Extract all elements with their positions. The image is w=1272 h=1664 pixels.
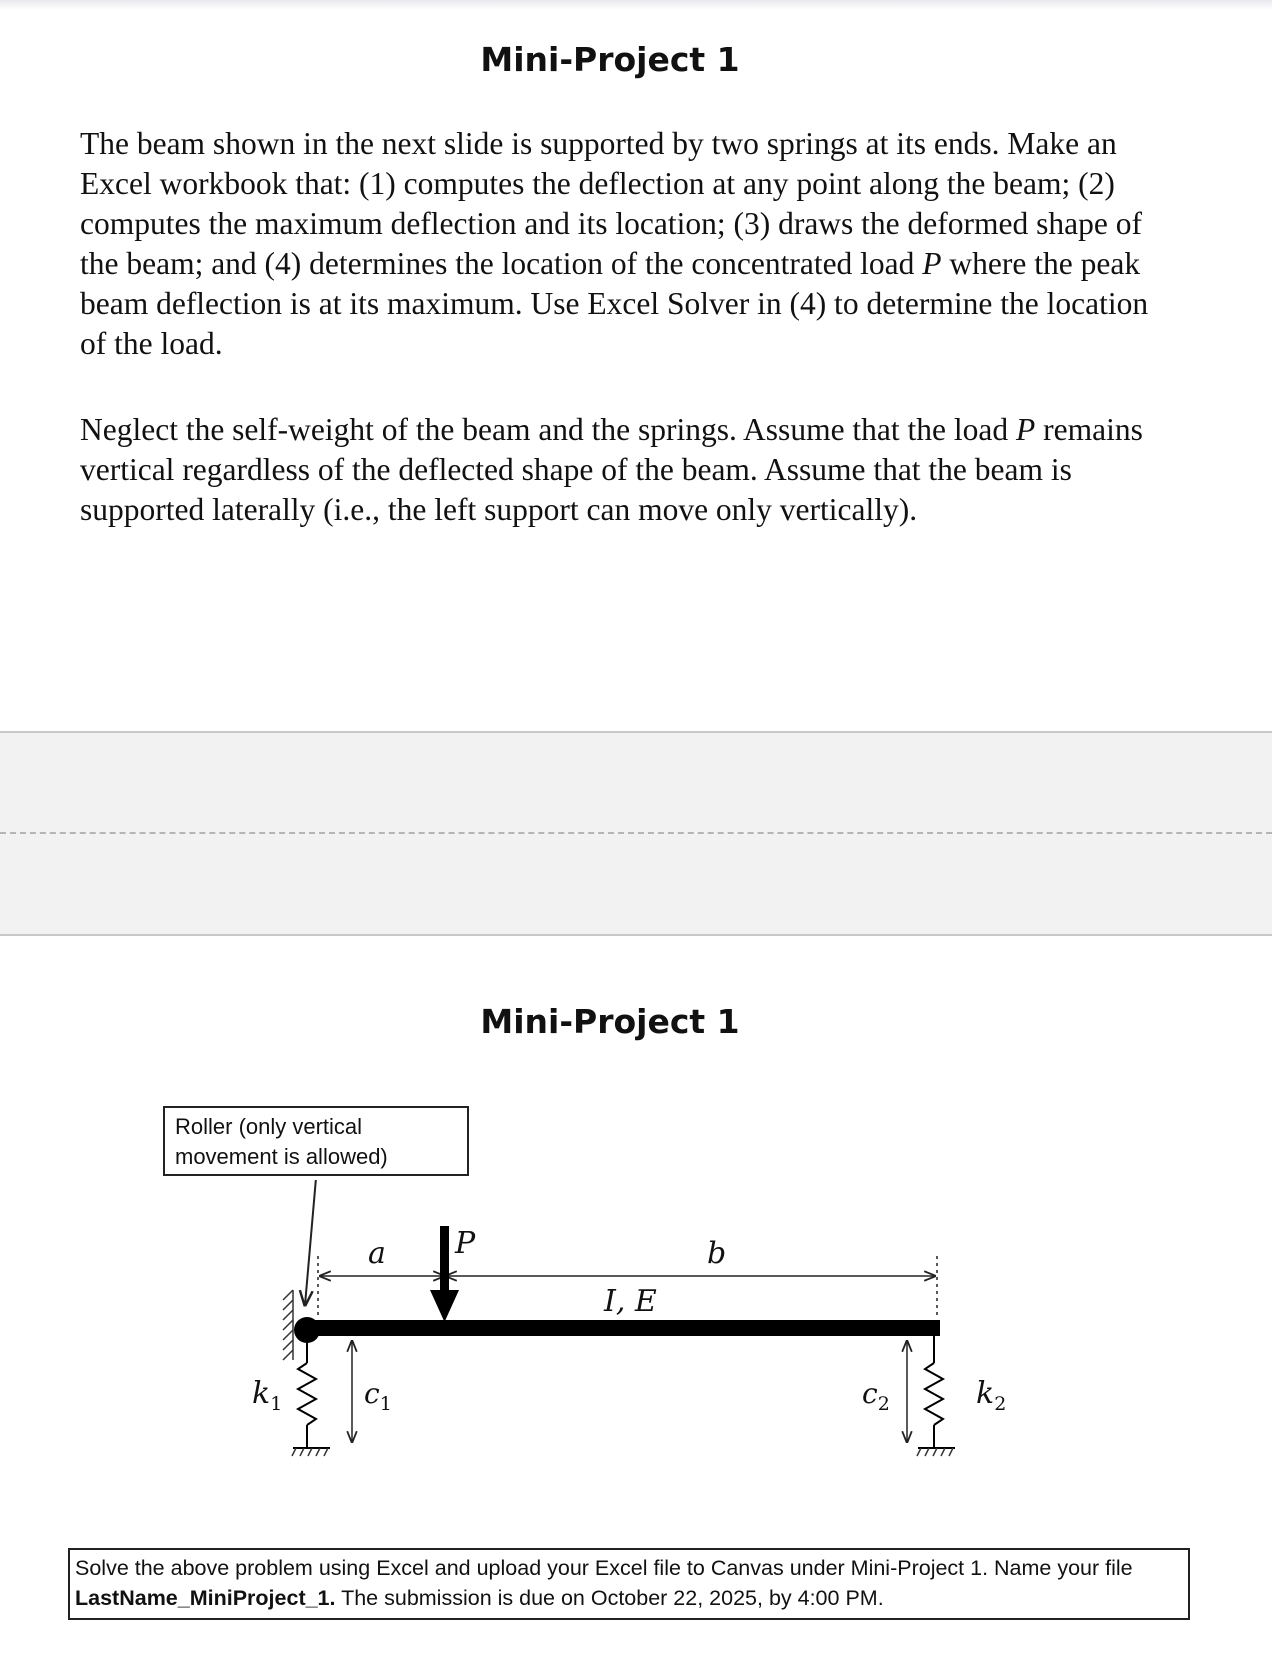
required-filename: LastName_MiniProject_1. <box>75 1586 336 1610</box>
roller-support <box>294 1317 320 1343</box>
slide2-title: Mini-Project 1 <box>480 1002 740 1041</box>
load-variable-p: P <box>922 246 942 281</box>
load-variable-p-2: P <box>1016 412 1036 447</box>
label-a: a <box>368 1236 386 1271</box>
spring-k2 <box>918 1336 955 1448</box>
label-k1: $k_1$ <box>252 1376 283 1415</box>
label-b: b <box>707 1236 727 1271</box>
label-c2: $c_2$ <box>862 1377 890 1415</box>
problem-text-part1: The beam shown in the next slide is supported by two springs at its ends. Make an Excel workbook that: (1) computes the deflection at any point along the beam; (2) computes the maximum deflection and its location; (3) draws the deformed shape of the beam; and (4) determines the location of the concentrated load <box>80 126 1142 281</box>
roller-callout-box: Roller (only vertical movement is allowed) <box>163 1106 469 1176</box>
assumptions-text-part2: remains vertical regardless of the deflected shape of the beam. Assume that the beam is supported laterally (i.e., the left support can move only vertically). <box>80 412 1143 527</box>
note-text-part1: Solve the above problem using Excel and upload your Excel file to Canvas under Mini-Project 1. Name your file <box>75 1556 1133 1580</box>
problem-text-part2: where the peak beam deflection is at its maximum. Use Excel Solver in (4) to determine the location of the load. <box>80 246 1149 361</box>
slide1-title: Mini-Project 1 <box>480 40 740 79</box>
assumptions-text-part1: Neglect the self-weight of the beam and the springs. Assume that the load <box>80 412 1017 447</box>
beam-diagram <box>0 1180 1272 1510</box>
ground-hatch-right <box>917 1448 953 1456</box>
label-p: P <box>455 1226 476 1261</box>
top-edge <box>0 0 1272 10</box>
note-text-part2: The submission is due on October 22, 2025, by 4:00 PM. <box>335 1586 884 1610</box>
callout-leader-arrow <box>305 1180 316 1305</box>
label-c1: $c_1$ <box>364 1377 392 1415</box>
ground-hatch-left <box>292 1448 328 1456</box>
submission-note <box>68 1548 1190 1620</box>
spring-k1 <box>293 1343 330 1448</box>
page-break-line <box>0 832 1272 834</box>
beam <box>312 1320 940 1336</box>
label-k2: $k_2$ <box>976 1376 1007 1415</box>
problem-statement <box>80 124 1160 364</box>
label-ie: I, E <box>604 1284 657 1319</box>
wall-hatch <box>283 1290 293 1360</box>
assumptions-paragraph <box>80 410 1160 530</box>
